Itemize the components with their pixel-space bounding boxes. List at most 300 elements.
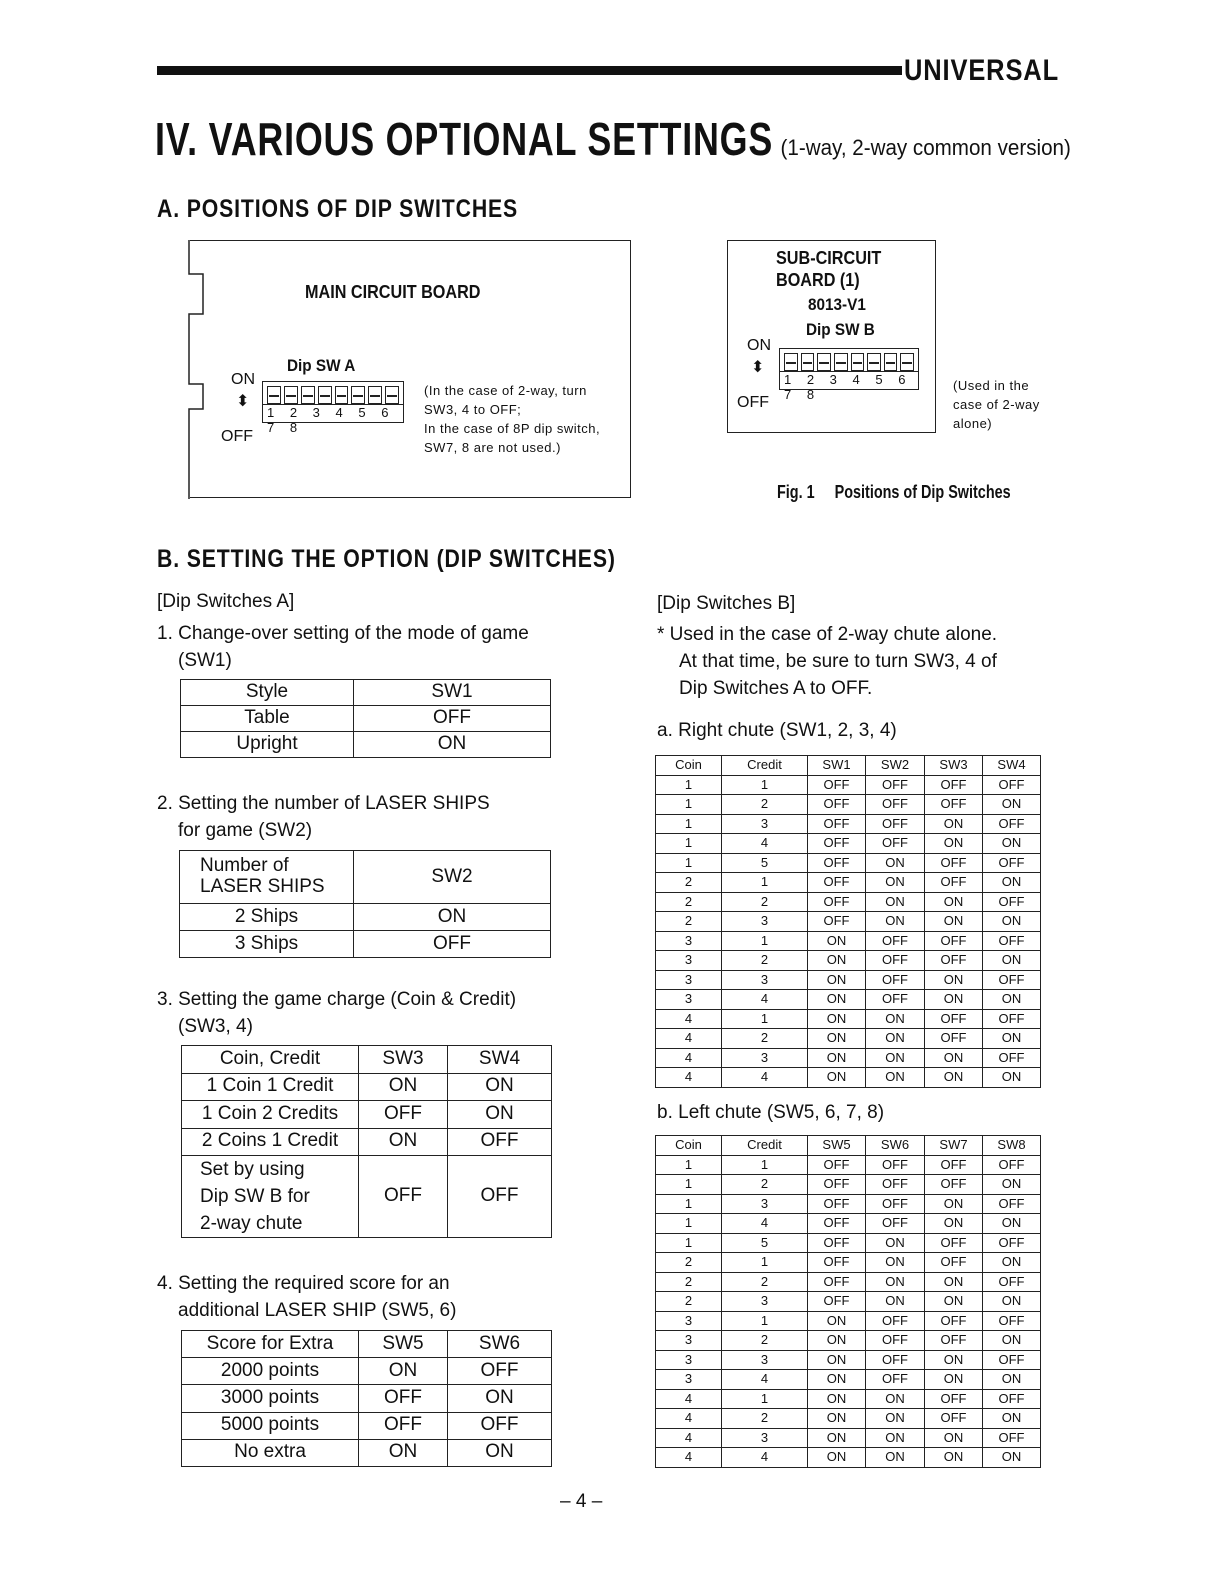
page-number: – 4 – — [560, 1491, 603, 1512]
universal-logo: UNIVERSAL — [904, 54, 1060, 87]
table-cell: OFF — [983, 1155, 1041, 1175]
table-row — [656, 990, 1041, 1010]
table-cell: 4 — [722, 990, 808, 1010]
table-row — [656, 1068, 1041, 1088]
table-row — [656, 1370, 1041, 1390]
table-cell: ON — [359, 1073, 448, 1101]
table-cell: ON — [925, 1428, 983, 1448]
table-row — [656, 1194, 1041, 1214]
column-header: Style — [181, 680, 354, 706]
table-cell: ON — [983, 1214, 1041, 1234]
table-cell: OFF — [359, 1156, 448, 1238]
table-cell: OFF — [983, 1272, 1041, 1292]
sw3-4-coin-credit-table — [181, 1045, 552, 1238]
table-cell: 1 — [656, 834, 722, 854]
table-cell: ON — [808, 990, 866, 1010]
table-cell: 3 — [656, 951, 722, 971]
table-row — [656, 931, 1041, 951]
table-cell: OFF — [866, 1370, 925, 1390]
column-header: SW1 — [354, 680, 551, 706]
table-cell: 1 — [656, 1194, 722, 1214]
table-cell: OFF — [359, 1412, 448, 1439]
table-cell: 5000 points — [182, 1412, 359, 1439]
off-label: OFF — [221, 428, 253, 445]
table-cell: OFF — [808, 1233, 866, 1253]
table-cell: ON — [866, 1009, 925, 1029]
table-cell: ON — [359, 1128, 448, 1156]
table-cell: 2 — [656, 892, 722, 912]
table-cell: 2 — [722, 1331, 808, 1351]
table-cell: Set by using Dip SW B for 2-way chute — [182, 1156, 359, 1238]
table-cell: 1 Coin 1 Credit — [182, 1073, 359, 1101]
column-header: Credit — [722, 756, 808, 776]
table-cell: ON — [925, 1048, 983, 1068]
table-cell: ON — [866, 1292, 925, 1312]
table-cell: 3 — [656, 970, 722, 990]
table-cell: 3 — [722, 912, 808, 932]
table-cell: ON — [866, 1233, 925, 1253]
table-cell: ON — [359, 1358, 448, 1385]
table-row — [182, 1439, 552, 1466]
table-cell: OFF — [808, 1253, 866, 1273]
table-cell: OFF — [808, 795, 866, 815]
sub-board-note: (Used in the case of 2-way alone) — [953, 378, 1040, 431]
item-4-heading: 4. Setting the required score for an additional LASER SHIP (SW5, 6) — [157, 1273, 457, 1321]
table-cell: ON — [866, 1253, 925, 1273]
table-cell: OFF — [866, 1194, 925, 1214]
table-cell: 3 — [656, 990, 722, 1010]
table-header-row — [182, 1331, 552, 1358]
table-cell: OFF — [808, 834, 866, 854]
table-row — [182, 1358, 552, 1385]
table-cell: ON — [925, 1350, 983, 1370]
dip-switches-b-heading: [Dip Switches B] — [657, 593, 796, 614]
table-cell: 1 — [656, 1214, 722, 1234]
table-cell: 3 — [722, 1350, 808, 1370]
table-cell: ON — [983, 1409, 1041, 1429]
column-header: SW3 — [925, 756, 983, 776]
table-cell: ON — [808, 970, 866, 990]
table-cell: ON — [866, 892, 925, 912]
table-cell: ON — [866, 1428, 925, 1448]
table-cell: ON — [983, 951, 1041, 971]
table-cell: ON — [983, 834, 1041, 854]
table-cell: OFF — [354, 706, 551, 732]
table-cell: 2 — [722, 1272, 808, 1292]
table-cell: 1 — [722, 1389, 808, 1409]
table-cell: OFF — [359, 1101, 448, 1129]
column-header: Score for Extra — [182, 1331, 359, 1358]
table-cell: 3 — [656, 1370, 722, 1390]
table-cell: ON — [808, 1389, 866, 1409]
table-row — [656, 1428, 1041, 1448]
table-cell: 4 — [656, 1048, 722, 1068]
table-cell: OFF — [866, 1331, 925, 1351]
table-cell: ON — [925, 1448, 983, 1468]
table-cell: 3 — [656, 1350, 722, 1370]
table-cell: ON — [808, 1048, 866, 1068]
table-cell: 3 — [722, 1048, 808, 1068]
table-cell: ON — [925, 814, 983, 834]
table-cell: OFF — [866, 1311, 925, 1331]
table-row — [656, 1233, 1041, 1253]
table-cell: 1 — [722, 1009, 808, 1029]
table-cell: OFF — [925, 951, 983, 971]
column-header: SW4 — [983, 756, 1041, 776]
column-header: SW6 — [448, 1331, 552, 1358]
table-cell: 4 — [722, 1068, 808, 1088]
table-cell: OFF — [354, 931, 551, 958]
off-label: OFF — [737, 394, 769, 411]
table-cell: 1 — [656, 1155, 722, 1175]
table-cell: OFF — [983, 931, 1041, 951]
table-row — [656, 1253, 1041, 1273]
table-cell: 1 — [656, 853, 722, 873]
title-subtitle: (1-way, 2-way common version) — [780, 135, 1072, 160]
table-row — [656, 970, 1041, 990]
table-cell: 5 — [722, 1233, 808, 1253]
table-cell: ON — [983, 1292, 1041, 1312]
table-cell: OFF — [983, 1194, 1041, 1214]
table-cell: OFF — [983, 853, 1041, 873]
table-row — [180, 931, 551, 958]
table-row — [656, 1155, 1041, 1175]
table-row — [656, 1048, 1041, 1068]
table-cell: OFF — [808, 1155, 866, 1175]
table-cell: 3 — [722, 1292, 808, 1312]
table-cell: OFF — [866, 970, 925, 990]
table-row — [656, 853, 1041, 873]
dip-switches-a-heading: [Dip Switches A] — [157, 591, 295, 612]
left-chute-heading: b. Left chute (SW5, 6, 7, 8) — [657, 1102, 885, 1123]
main-board-note: (In the case of 2-way, turn SW3, 4 to OFF; In the case of 8P dip switch, SW7, 8 are not used.) — [424, 383, 601, 455]
column-header: SW4 — [448, 1046, 552, 1074]
column-header: SW2 — [354, 851, 551, 904]
section-b-heading: B. SETTING THE OPTION (DIP SWITCHES) — [157, 545, 616, 573]
table-cell: 2 — [722, 951, 808, 971]
table-row — [656, 795, 1041, 815]
table-cell: OFF — [808, 1194, 866, 1214]
sub-board-title-1: SUB-CIRCUIT — [776, 248, 882, 268]
table-cell: OFF — [808, 1272, 866, 1292]
column-header: Coin — [656, 1136, 722, 1156]
table-cell: ON — [359, 1439, 448, 1466]
table-cell: 2000 points — [182, 1358, 359, 1385]
column-header: SW6 — [866, 1136, 925, 1156]
main-circuit-board-diagram — [190, 240, 631, 498]
column-header: Number of LASER SHIPS — [180, 851, 354, 904]
column-header: SW7 — [925, 1136, 983, 1156]
table-cell: OFF — [925, 1389, 983, 1409]
table-cell: OFF — [808, 1214, 866, 1234]
section-a-heading: A. POSITIONS OF DIP SWITCHES — [157, 195, 519, 223]
table-cell: ON — [866, 1068, 925, 1088]
figure-caption: Fig. 1 Positions of Dip Switches — [777, 482, 1011, 502]
dip-switch-a[interactable] — [262, 381, 404, 435]
table-cell: OFF — [866, 951, 925, 971]
table-row — [182, 1156, 552, 1238]
right-chute-table — [655, 755, 1041, 1088]
table-row — [656, 1311, 1041, 1331]
table-cell: ON — [808, 1068, 866, 1088]
table-cell: OFF — [808, 892, 866, 912]
table-cell: OFF — [925, 931, 983, 951]
board-edge-outline — [188, 239, 208, 501]
table-cell: OFF — [925, 775, 983, 795]
table-cell: OFF — [866, 1214, 925, 1234]
header-rule — [157, 66, 902, 75]
sw5-6-extra-ship-table — [181, 1330, 552, 1467]
table-cell: 1 — [656, 775, 722, 795]
table-cell: 2 — [722, 1175, 808, 1195]
table-cell: 2 — [656, 873, 722, 893]
table-cell: OFF — [866, 1175, 925, 1195]
column-header: SW2 — [866, 756, 925, 776]
table-cell: 5 — [722, 853, 808, 873]
table-cell: OFF — [866, 1155, 925, 1175]
column-header: SW1 — [808, 756, 866, 776]
page-title — [155, 112, 1072, 166]
table-cell: ON — [866, 912, 925, 932]
table-cell: OFF — [925, 1009, 983, 1029]
table-cell: 4 — [656, 1029, 722, 1049]
table-cell: ON — [448, 1101, 552, 1129]
table-cell: 3 — [722, 970, 808, 990]
table-row — [656, 1448, 1041, 1468]
table-cell: ON — [866, 1389, 925, 1409]
table-cell: ON — [983, 1029, 1041, 1049]
table-row — [656, 1214, 1041, 1234]
table-cell: 3000 points — [182, 1385, 359, 1412]
table-row — [656, 1029, 1041, 1049]
table-row — [656, 1350, 1041, 1370]
table-cell: ON — [866, 1029, 925, 1049]
table-cell: OFF — [448, 1358, 552, 1385]
table-cell: ON — [808, 1448, 866, 1468]
table-cell: ON — [925, 912, 983, 932]
table-cell: 1 — [656, 1175, 722, 1195]
table-cell: ON — [866, 1448, 925, 1468]
table-header-row — [180, 851, 551, 904]
table-cell: 3 — [656, 931, 722, 951]
table-row — [182, 1385, 552, 1412]
item-3-heading: 3. Setting the game charge (Coin & Credit) (SW3, 4) — [157, 989, 517, 1037]
table-cell: ON — [983, 990, 1041, 1010]
table-cell: OFF — [925, 1409, 983, 1429]
table-cell: 1 — [722, 1253, 808, 1273]
table-cell: ON — [983, 795, 1041, 815]
table-cell: OFF — [983, 970, 1041, 990]
dip-sw-b-label: Dip SW B — [806, 320, 875, 339]
table-cell: 2 — [656, 1253, 722, 1273]
dip-switch-b[interactable] — [779, 348, 919, 402]
table-cell: ON — [925, 834, 983, 854]
table-row — [181, 706, 551, 732]
sub-board-model: 8013-V1 — [808, 295, 866, 314]
table-cell: OFF — [808, 1175, 866, 1195]
table-row — [181, 732, 551, 758]
table-row — [656, 1175, 1041, 1195]
table-cell: OFF — [925, 1029, 983, 1049]
table-cell: 4 — [656, 1409, 722, 1429]
table-cell: 1 — [656, 795, 722, 815]
table-row — [656, 1409, 1041, 1429]
table-cell: 2 Coins 1 Credit — [182, 1128, 359, 1156]
table-cell: 1 — [722, 1155, 808, 1175]
table-row — [656, 1009, 1041, 1029]
table-cell: OFF — [983, 1009, 1041, 1029]
column-header: SW8 — [983, 1136, 1041, 1156]
column-header: SW5 — [359, 1331, 448, 1358]
table-cell: ON — [983, 1370, 1041, 1390]
table-row — [182, 1101, 552, 1129]
table-cell: 3 — [656, 1331, 722, 1351]
table-cell: 2 — [656, 912, 722, 932]
table-cell: ON — [983, 912, 1041, 932]
table-cell: ON — [808, 1009, 866, 1029]
table-cell: ON — [448, 1073, 552, 1101]
table-cell: OFF — [925, 795, 983, 815]
table-cell: 4 — [722, 834, 808, 854]
table-cell: 1 — [656, 1233, 722, 1253]
table-cell: ON — [808, 1370, 866, 1390]
table-cell: ON — [983, 1175, 1041, 1195]
table-cell: OFF — [983, 1048, 1041, 1068]
table-row — [656, 1389, 1041, 1409]
left-chute-table — [655, 1135, 1041, 1468]
table-cell: ON — [925, 1068, 983, 1088]
table-cell: ON — [925, 1370, 983, 1390]
table-row — [182, 1412, 552, 1439]
table-cell: OFF — [808, 853, 866, 873]
table-cell: OFF — [866, 990, 925, 1010]
table-cell: 4 — [722, 1214, 808, 1234]
table-cell: ON — [866, 1272, 925, 1292]
sw2-laser-ships-table — [179, 850, 551, 958]
switch-numbers: 1 2 3 4 5 6 7 8 — [784, 372, 912, 402]
table-cell: ON — [983, 873, 1041, 893]
table-cell: OFF — [983, 1233, 1041, 1253]
table-cell: ON — [983, 1331, 1041, 1351]
table-cell: 1 — [656, 814, 722, 834]
table-cell: OFF — [983, 1428, 1041, 1448]
table-cell: OFF — [925, 1253, 983, 1273]
table-row — [656, 1272, 1041, 1292]
table-cell: OFF — [866, 1350, 925, 1370]
table-cell: OFF — [866, 834, 925, 854]
table-row — [182, 1128, 552, 1156]
column-header: Credit — [722, 1136, 808, 1156]
table-cell: 1 — [722, 775, 808, 795]
title-text: IV. VARIOUS OPTIONAL SETTINGS — [155, 113, 774, 165]
column-header: Coin — [656, 756, 722, 776]
on-label: ON — [231, 371, 255, 388]
table-cell: ON — [808, 1029, 866, 1049]
table-cell: Table — [181, 706, 354, 732]
table-cell: OFF — [866, 795, 925, 815]
table-cell: ON — [925, 1214, 983, 1234]
column-header: SW5 — [808, 1136, 866, 1156]
column-header: SW3 — [359, 1046, 448, 1074]
table-cell: OFF — [866, 931, 925, 951]
table-cell: ON — [354, 732, 551, 758]
table-header-row — [182, 1046, 552, 1074]
table-row — [180, 904, 551, 931]
table-cell: OFF — [808, 775, 866, 795]
table-cell: 2 — [722, 892, 808, 912]
table-cell: 3 — [722, 1428, 808, 1448]
table-cell: ON — [808, 951, 866, 971]
table-cell: OFF — [359, 1385, 448, 1412]
table-cell: 1 Coin 2 Credits — [182, 1101, 359, 1129]
table-cell: ON — [808, 1331, 866, 1351]
table-cell: ON — [983, 1448, 1041, 1468]
table-cell: 4 — [656, 1389, 722, 1409]
table-cell: 4 — [722, 1370, 808, 1390]
table-cell: ON — [808, 931, 866, 951]
table-cell: OFF — [808, 912, 866, 932]
table-cell: ON — [925, 892, 983, 912]
sub-board-title-2: BOARD (1) — [776, 270, 860, 290]
table-cell: OFF — [448, 1156, 552, 1238]
table-cell: ON — [925, 1194, 983, 1214]
table-cell: ON — [925, 990, 983, 1010]
table-cell: ON — [866, 1409, 925, 1429]
table-row — [656, 892, 1041, 912]
table-cell: 3 Ships — [180, 931, 354, 958]
table-cell: ON — [925, 970, 983, 990]
table-cell: OFF — [448, 1412, 552, 1439]
table-cell: ON — [808, 1409, 866, 1429]
table-cell: OFF — [983, 1311, 1041, 1331]
table-cell: 1 — [722, 1311, 808, 1331]
table-cell: ON — [983, 1253, 1041, 1273]
table-cell: 1 — [722, 873, 808, 893]
dip-sw-a-label: Dip SW A — [287, 356, 356, 375]
table-cell: 2 — [656, 1292, 722, 1312]
table-cell: OFF — [983, 1350, 1041, 1370]
table-cell: 2 — [722, 795, 808, 815]
sw1-game-mode-table — [180, 679, 551, 758]
table-cell: OFF — [925, 1175, 983, 1195]
table-cell: OFF — [925, 1233, 983, 1253]
table-header-row — [181, 680, 551, 706]
table-cell: 2 — [722, 1029, 808, 1049]
table-cell: 3 — [722, 1194, 808, 1214]
table-cell: ON — [866, 873, 925, 893]
main-board-title: MAIN CIRCUIT BOARD — [305, 282, 481, 302]
table-cell: OFF — [808, 814, 866, 834]
table-row — [656, 775, 1041, 795]
dip-b-note: * Used in the case of 2-way chute alone. At that time, be sure to turn SW3, 4 of Dip Switches A to OFF. — [657, 624, 998, 699]
table-row — [656, 1331, 1041, 1351]
table-cell: ON — [983, 1068, 1041, 1088]
table-cell: ON — [925, 1272, 983, 1292]
table-cell: OFF — [925, 873, 983, 893]
table-cell: ON — [448, 1385, 552, 1412]
table-cell: OFF — [866, 814, 925, 834]
table-header-row — [656, 756, 1041, 776]
table-cell: No extra — [182, 1439, 359, 1466]
item-1-heading: 1. Change-over setting of the mode of game (SW1) — [157, 623, 529, 671]
on-label: ON — [747, 337, 771, 354]
table-cell: OFF — [925, 853, 983, 873]
item-2-heading: 2. Setting the number of LASER SHIPS for game (SW2) — [157, 793, 490, 841]
table-row — [656, 951, 1041, 971]
table-cell: ON — [808, 1311, 866, 1331]
on-off-arrow-icon: ⬍ — [751, 359, 765, 376]
table-cell: ON — [448, 1439, 552, 1466]
